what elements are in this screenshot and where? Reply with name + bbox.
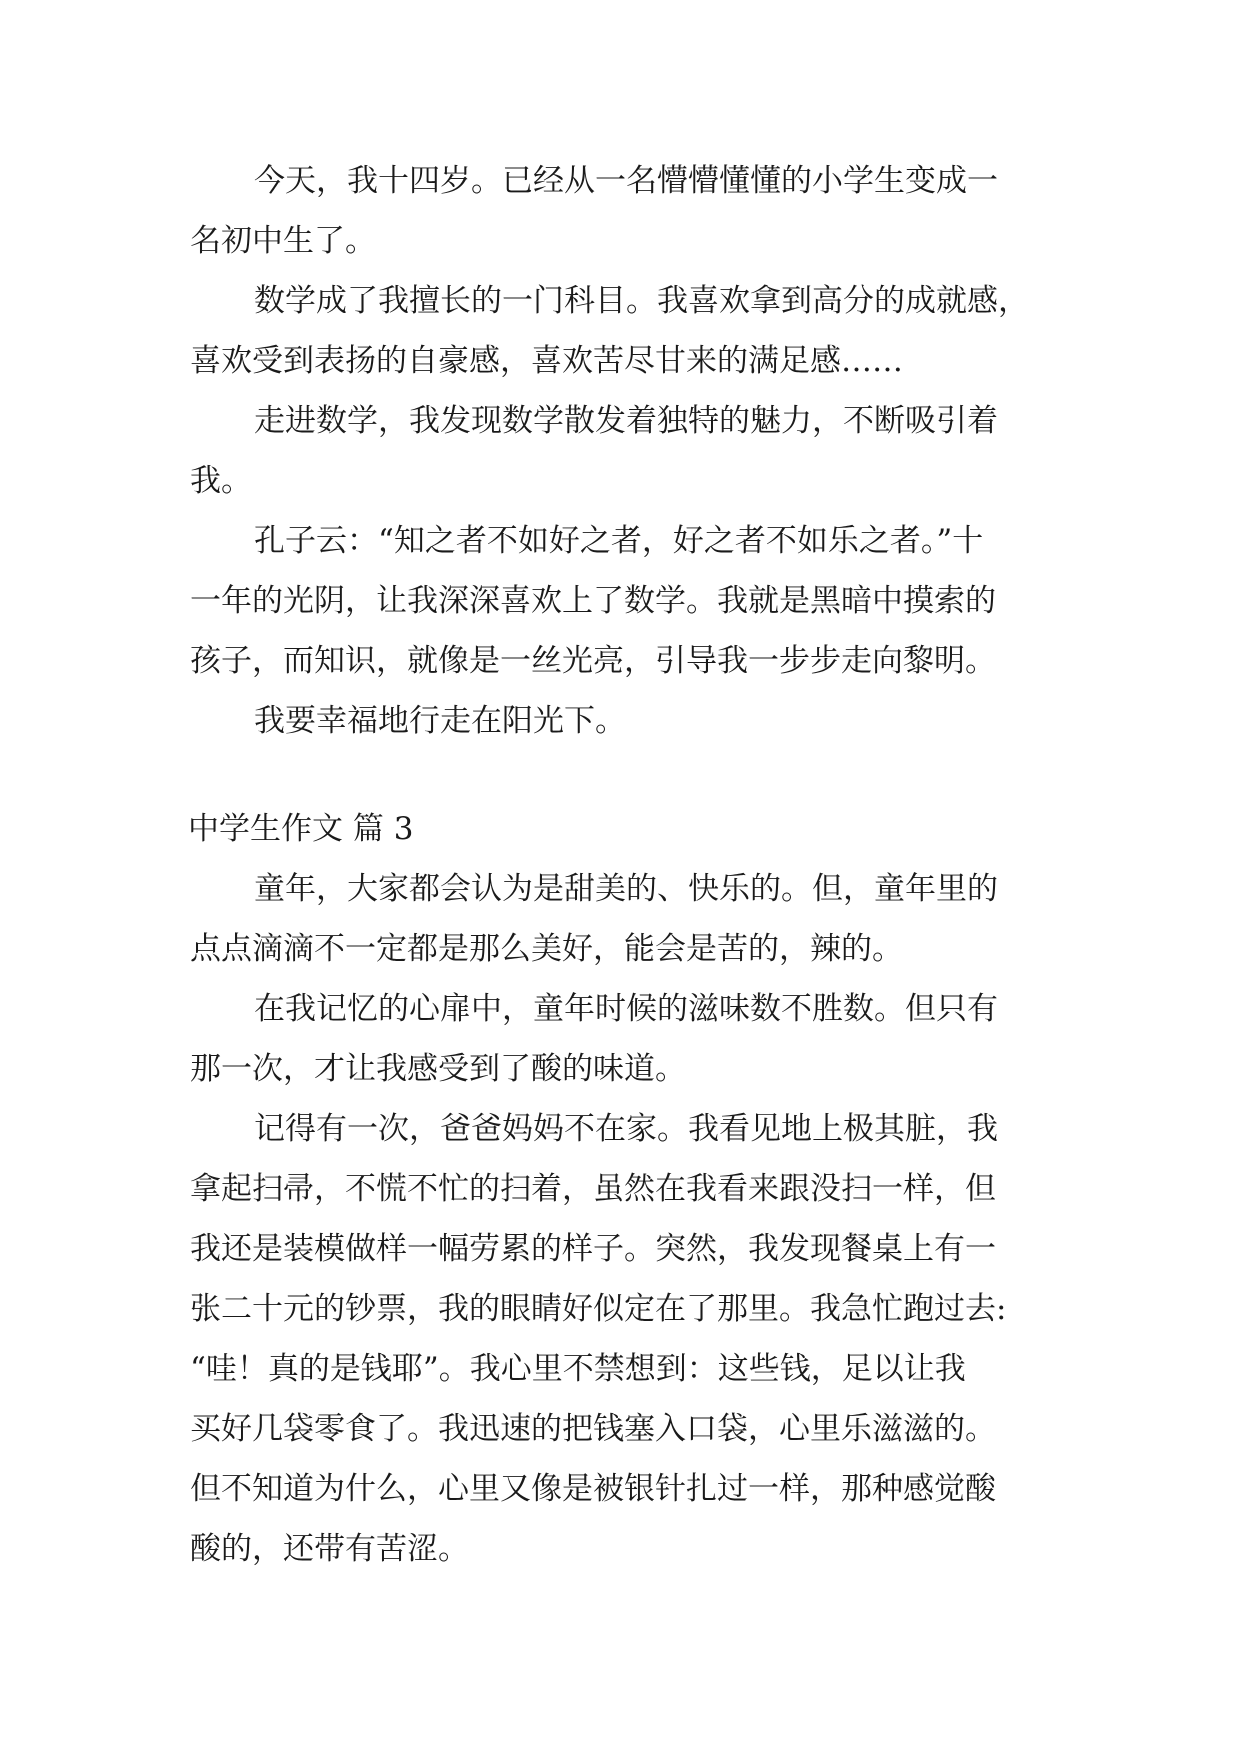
paragraph-line: “哇！真的是钱耶”。我心里不禁想到：这些钱，足以让我 <box>190 1351 966 1387</box>
paragraph-line: 但不知道为什么，心里又像是被银针扎过一样，那种感觉酸 <box>190 1471 996 1507</box>
paragraph-line: 点点滴滴不一定都是那么美好，能会是苦的，辣的。 <box>190 931 903 967</box>
paragraph-line: 在我记忆的心扉中，童年时候的滋味数不胜数。但只有 <box>254 991 998 1027</box>
paragraph-line: 童年，大家都会认为是甜美的、快乐的。但，童年里的 <box>254 871 998 907</box>
paragraph-line: 名初中生了。 <box>190 223 376 259</box>
paragraph-line: 走进数学，我发现数学散发着独特的魅力，不断吸引着 <box>254 403 998 439</box>
paragraph-line: 张二十元的钞票，我的眼睛好似定在了那里。我急忙跑过去: <box>190 1291 1007 1327</box>
paragraph-line: 我要幸福地行走在阳光下。 <box>254 703 626 739</box>
paragraph-line: 酸的，还带有苦涩。 <box>190 1531 469 1567</box>
paragraph-line: 一年的光阴，让我深深喜欢上了数学。我就是黑暗中摸索的 <box>190 583 996 619</box>
paragraph-line: 数学成了我擅长的一门科目。我喜欢拿到高分的成就感， <box>254 283 1029 319</box>
paragraph-line: 我还是装模做样一幅劳累的样子。突然，我发现餐桌上有一 <box>190 1231 996 1267</box>
section-heading: 中学生作文 篇 3 <box>188 811 414 847</box>
paragraph-line: 拿起扫帚，不慌不忙的扫着，虽然在我看来跟没扫一样，但 <box>190 1171 996 1207</box>
paragraph-line: 记得有一次，爸爸妈妈不在家。我看见地上极其脏，我 <box>254 1111 998 1147</box>
paragraph-line: 孔子云：“知之者不如好之者，好之者不如乐之者。”十 <box>254 523 984 559</box>
paragraph-line: 今天，我十四岁。已经从一名懵懵懂懂的小学生变成一 <box>254 163 998 199</box>
paragraph-line: 我。 <box>190 463 252 499</box>
paragraph-line: 喜欢受到表扬的自豪感，喜欢苦尽甘来的满足感…… <box>190 343 903 379</box>
paragraph-line: 那一次，才让我感受到了酸的味道。 <box>190 1051 686 1087</box>
paragraph-line: 孩子，而知识，就像是一丝光亮，引导我一步步走向黎明。 <box>190 643 996 679</box>
paragraph-line: 买好几袋零食了。我迅速的把钱塞入口袋，心里乐滋滋的。 <box>190 1411 996 1447</box>
